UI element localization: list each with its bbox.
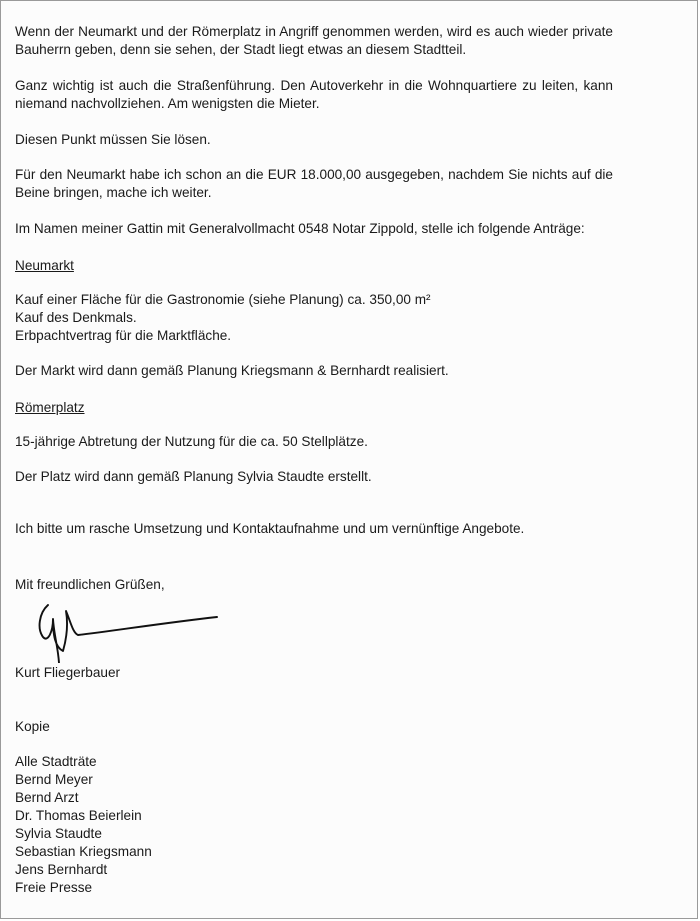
signer-name: Kurt Fliegerbauer (15, 665, 121, 680)
copy-label: Kopie (15, 719, 50, 734)
paragraph-neumarkt-spending: Für den Neumarkt habe ich schon an die EUR 18.000,00 ausgegeben, nachdem Sie nichts auf die Beine bringen, mache ich weiter. (15, 167, 613, 200)
neumarkt-note: Der Markt wird dann gemäß Planung Kriegsmann & Bernhardt realisiert. (15, 363, 449, 378)
copy-recipient: Sebastian Kriegsmann (15, 844, 152, 859)
copy-recipient: Jens Bernhardt (15, 862, 108, 877)
copy-recipient: Freie Presse (15, 880, 93, 895)
roemerplatz-heading: Römerplatz (15, 400, 85, 415)
closing-greeting: Mit freundlichen Grüßen, (15, 577, 165, 592)
request-paragraph: Ich bitte um rasche Umsetzung und Kontaktaufnahme und um vernünftige Angebote. (15, 521, 525, 536)
neumarkt-item-lease: Erbpachtvertrag für die Marktfläche. (15, 328, 232, 343)
copy-recipient: Dr. Thomas Beierlein (15, 808, 142, 823)
paragraph-street-routing: Ganz wichtig ist auch die Straßenführung. Den Autoverkehr in die Wohnquartiere zu leiten, kann niemand nachvollziehen. Am wenigsten die Mieter. (15, 78, 613, 111)
copy-recipient: Sylvia Staudte (15, 826, 102, 841)
roemerplatz-note: Der Platz wird dann gemäß Planung Sylvia Staudte erstellt. (15, 469, 372, 484)
neumarkt-heading: Neumarkt (15, 258, 74, 273)
roemerplatz-item-parking: 15-jährige Abtretung der Nutzung für die ca. 50 Stellplätze. (15, 434, 368, 449)
handwritten-signature (33, 593, 223, 663)
copy-recipient: Alle Stadträte (15, 754, 97, 769)
paragraph-power-of-attorney: Im Namen meiner Gattin mit Generalvollmacht 0548 Notar Zippold, stelle ich folgende Anträge: (15, 221, 585, 236)
copy-recipient: Bernd Arzt (15, 790, 79, 805)
paragraph-solve-point: Diesen Punkt müssen Sie lösen. (15, 132, 211, 147)
neumarkt-item-monument: Kauf des Denkmals. (15, 310, 137, 325)
copy-recipient: Bernd Meyer (15, 772, 93, 787)
neumarkt-item-gastronomy: Kauf einer Fläche für die Gastronomie (siehe Planung) ca. 350,00 m² (15, 292, 431, 307)
copy-recipient-list (15, 753, 152, 897)
paragraph-private-builders: Wenn der Neumarkt und der Römerplatz in Angriff genommen werden, wird es auch wieder private Bauherrn geben, denn sie sehen, der Stadt liegt etwas an diesem Stadtteil. (15, 24, 613, 57)
